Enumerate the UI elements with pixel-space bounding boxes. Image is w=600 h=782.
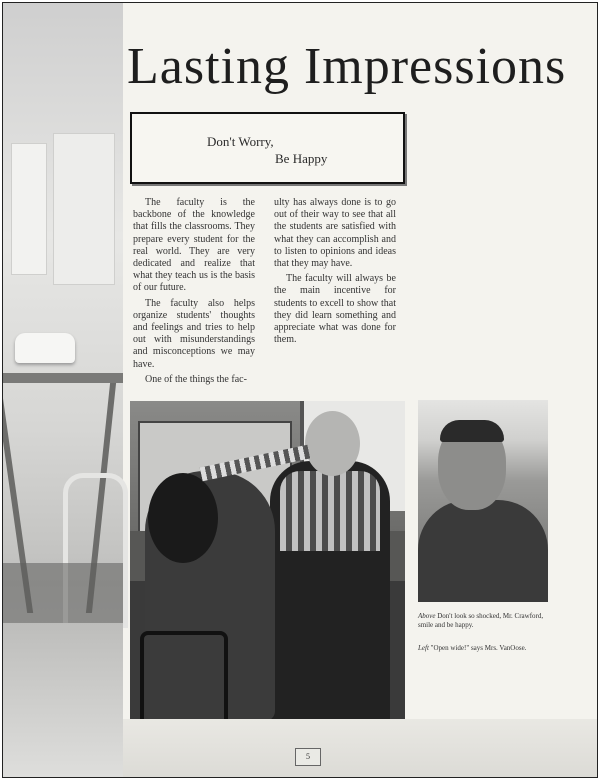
- photo-hair: [440, 420, 504, 442]
- caption-text: "Open wide!" says Mrs. VanOose.: [428, 644, 527, 652]
- caption-lead: Above: [418, 612, 436, 620]
- paragraph: The faculty also helps organize students' thoughts and feelings and tries to help out with misunderstandings and misconceptions we may have.: [133, 297, 255, 370]
- photo-patient-hair: [148, 473, 218, 563]
- photo-window: [53, 133, 115, 285]
- subtitle-line-2: Be Happy: [275, 151, 328, 166]
- dental-exam-photo: [130, 401, 405, 719]
- portrait-photo: [418, 400, 548, 602]
- paragraph: The faculty will always be the main incentive for students to excell to show that they did learn something and appreciate what was done for them.: [274, 273, 396, 346]
- photo-floor: [3, 623, 123, 777]
- caption-left: [418, 644, 548, 653]
- photo-dentist-face: [305, 411, 360, 476]
- faded-photo-strip: [123, 719, 597, 777]
- page-title: Lasting Impressions: [127, 38, 567, 95]
- body-column-1: [133, 197, 255, 389]
- photo-body: [418, 500, 548, 602]
- subtitle-line-1: Don't Worry,: [207, 134, 274, 149]
- subtitle-box: [130, 112, 405, 184]
- paragraph: One of the things the fac-: [145, 373, 247, 385]
- body-column-2: [274, 197, 396, 349]
- caption-above: [418, 612, 548, 630]
- photo-shadow: [3, 563, 123, 623]
- photo-table: [3, 373, 123, 383]
- caption-lead: Left: [418, 644, 429, 652]
- faded-classroom-photo: [3, 3, 123, 777]
- photo-plaid-shirt: [280, 471, 380, 551]
- caption-text: Don't look so shocked, Mr. Crawford, smile and be happy.: [418, 612, 544, 629]
- yearbook-page: [2, 2, 598, 778]
- paragraph: ulty has always done is to go out of their way to see that all the students are satisfied with what they can accomplish and to listen to opinions and ideas that they may have.: [274, 197, 396, 270]
- photo-chair: [140, 631, 228, 719]
- page-number: 5: [295, 748, 321, 766]
- photo-window: [11, 143, 47, 275]
- photo-telephone: [15, 333, 75, 363]
- paragraph: The faculty is the backbone of the knowledge that fills the classrooms. They prepare every student for the real world. They are very dedicated and realize that what they teach us is the basis of our future.: [133, 197, 255, 294]
